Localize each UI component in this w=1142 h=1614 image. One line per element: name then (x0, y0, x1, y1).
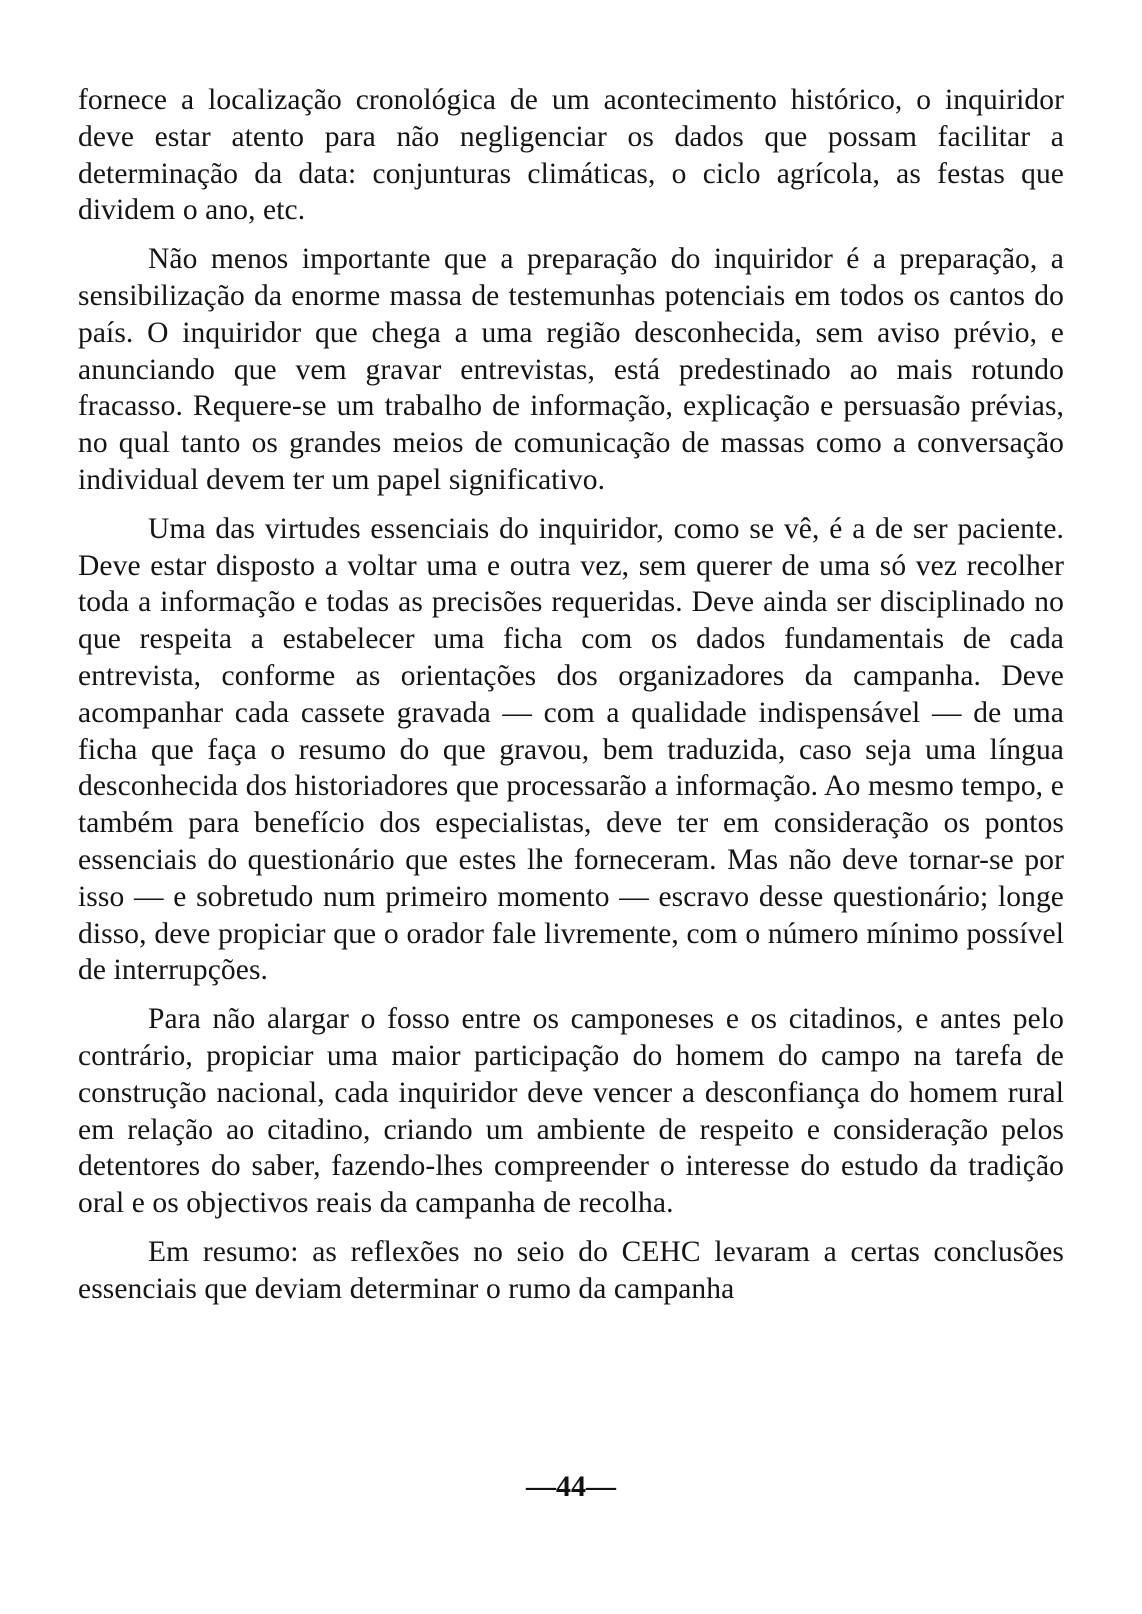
paragraph-4: Para não alargar o fosso entre os camponeses e os citadinos, e antes pelo contrário, propiciar uma maior participação do homem do campo na tarefa de construção nacional, cada inquiridor deve vencer a desconfiança do homem rural em relação ao citadino, criando um ambiente de respeito e consideração pelos detentores do saber, fazendo-lhes compreender o interesse do estudo da tradição oral e os objectivos reais da campanha de recolha. (78, 1003, 1064, 1220)
paragraph-5: Em resumo: as reflexões no seio do CEHC levaram a certas conclusões essenciais que deviam determinar o rumo da campanha (78, 1235, 1064, 1305)
paragraph-3: Uma das virtudes essenciais do inquiridor, como se vê, é a de ser paciente. Deve estar disposto a voltar uma e outra vez, sem querer de uma só vez recolher toda a informação e todas as precisões requeridas. Deve ainda ser disciplinado no que respeita a estabelecer uma ficha com os dados fundamentais de cada entrevista, conforme as orientações dos organizadores da campanha. Deve acompanhar cada cassete gravada — com a qualidade indispensável — de uma ficha que faça o resumo do que gravou, bem traduzida, caso seja uma língua desconhecida dos historiadores que processarão a informação. Ao mesmo tempo, e também para benefício dos especialistas, deve ter em consideração os pontos essenciais do questionário que estes lhe forneceram. Mas não deve tornar-se por isso — e sobretudo num primeiro momento — escravo desse questionário; longe disso, deve propiciar que o orador fale livremente, com o número mínimo possível de interrupções. (78, 512, 1064, 987)
paragraph-1: fornece a localização cronológica de um acontecimento histórico, o inquiridor deve estar atento para não negligenciar os dados que possam facilitar a determinação da data: conjunturas climáticas, o ciclo agrícola, as festas que dividem o ano, etc. (78, 84, 1064, 227)
paragraph-2: Não menos importante que a preparação do inquiridor é a preparação, a sensibilização da enorme massa de testemunhas potenciais em todos os cantos do país. O inquiridor que chega a uma região desconhecida, sem aviso prévio, e anunciando que vem gravar entrevistas, está predestinado ao mais rotundo fracasso. Requere-se um trabalho de informação, explicação e persuasão prévias, no qual tanto os grandes meios de comunicação de massas como a conversação individual devem ter um papel significativo. (78, 243, 1064, 496)
page-body (78, 82, 1064, 1562)
page-number: —44— (526, 1470, 616, 1503)
